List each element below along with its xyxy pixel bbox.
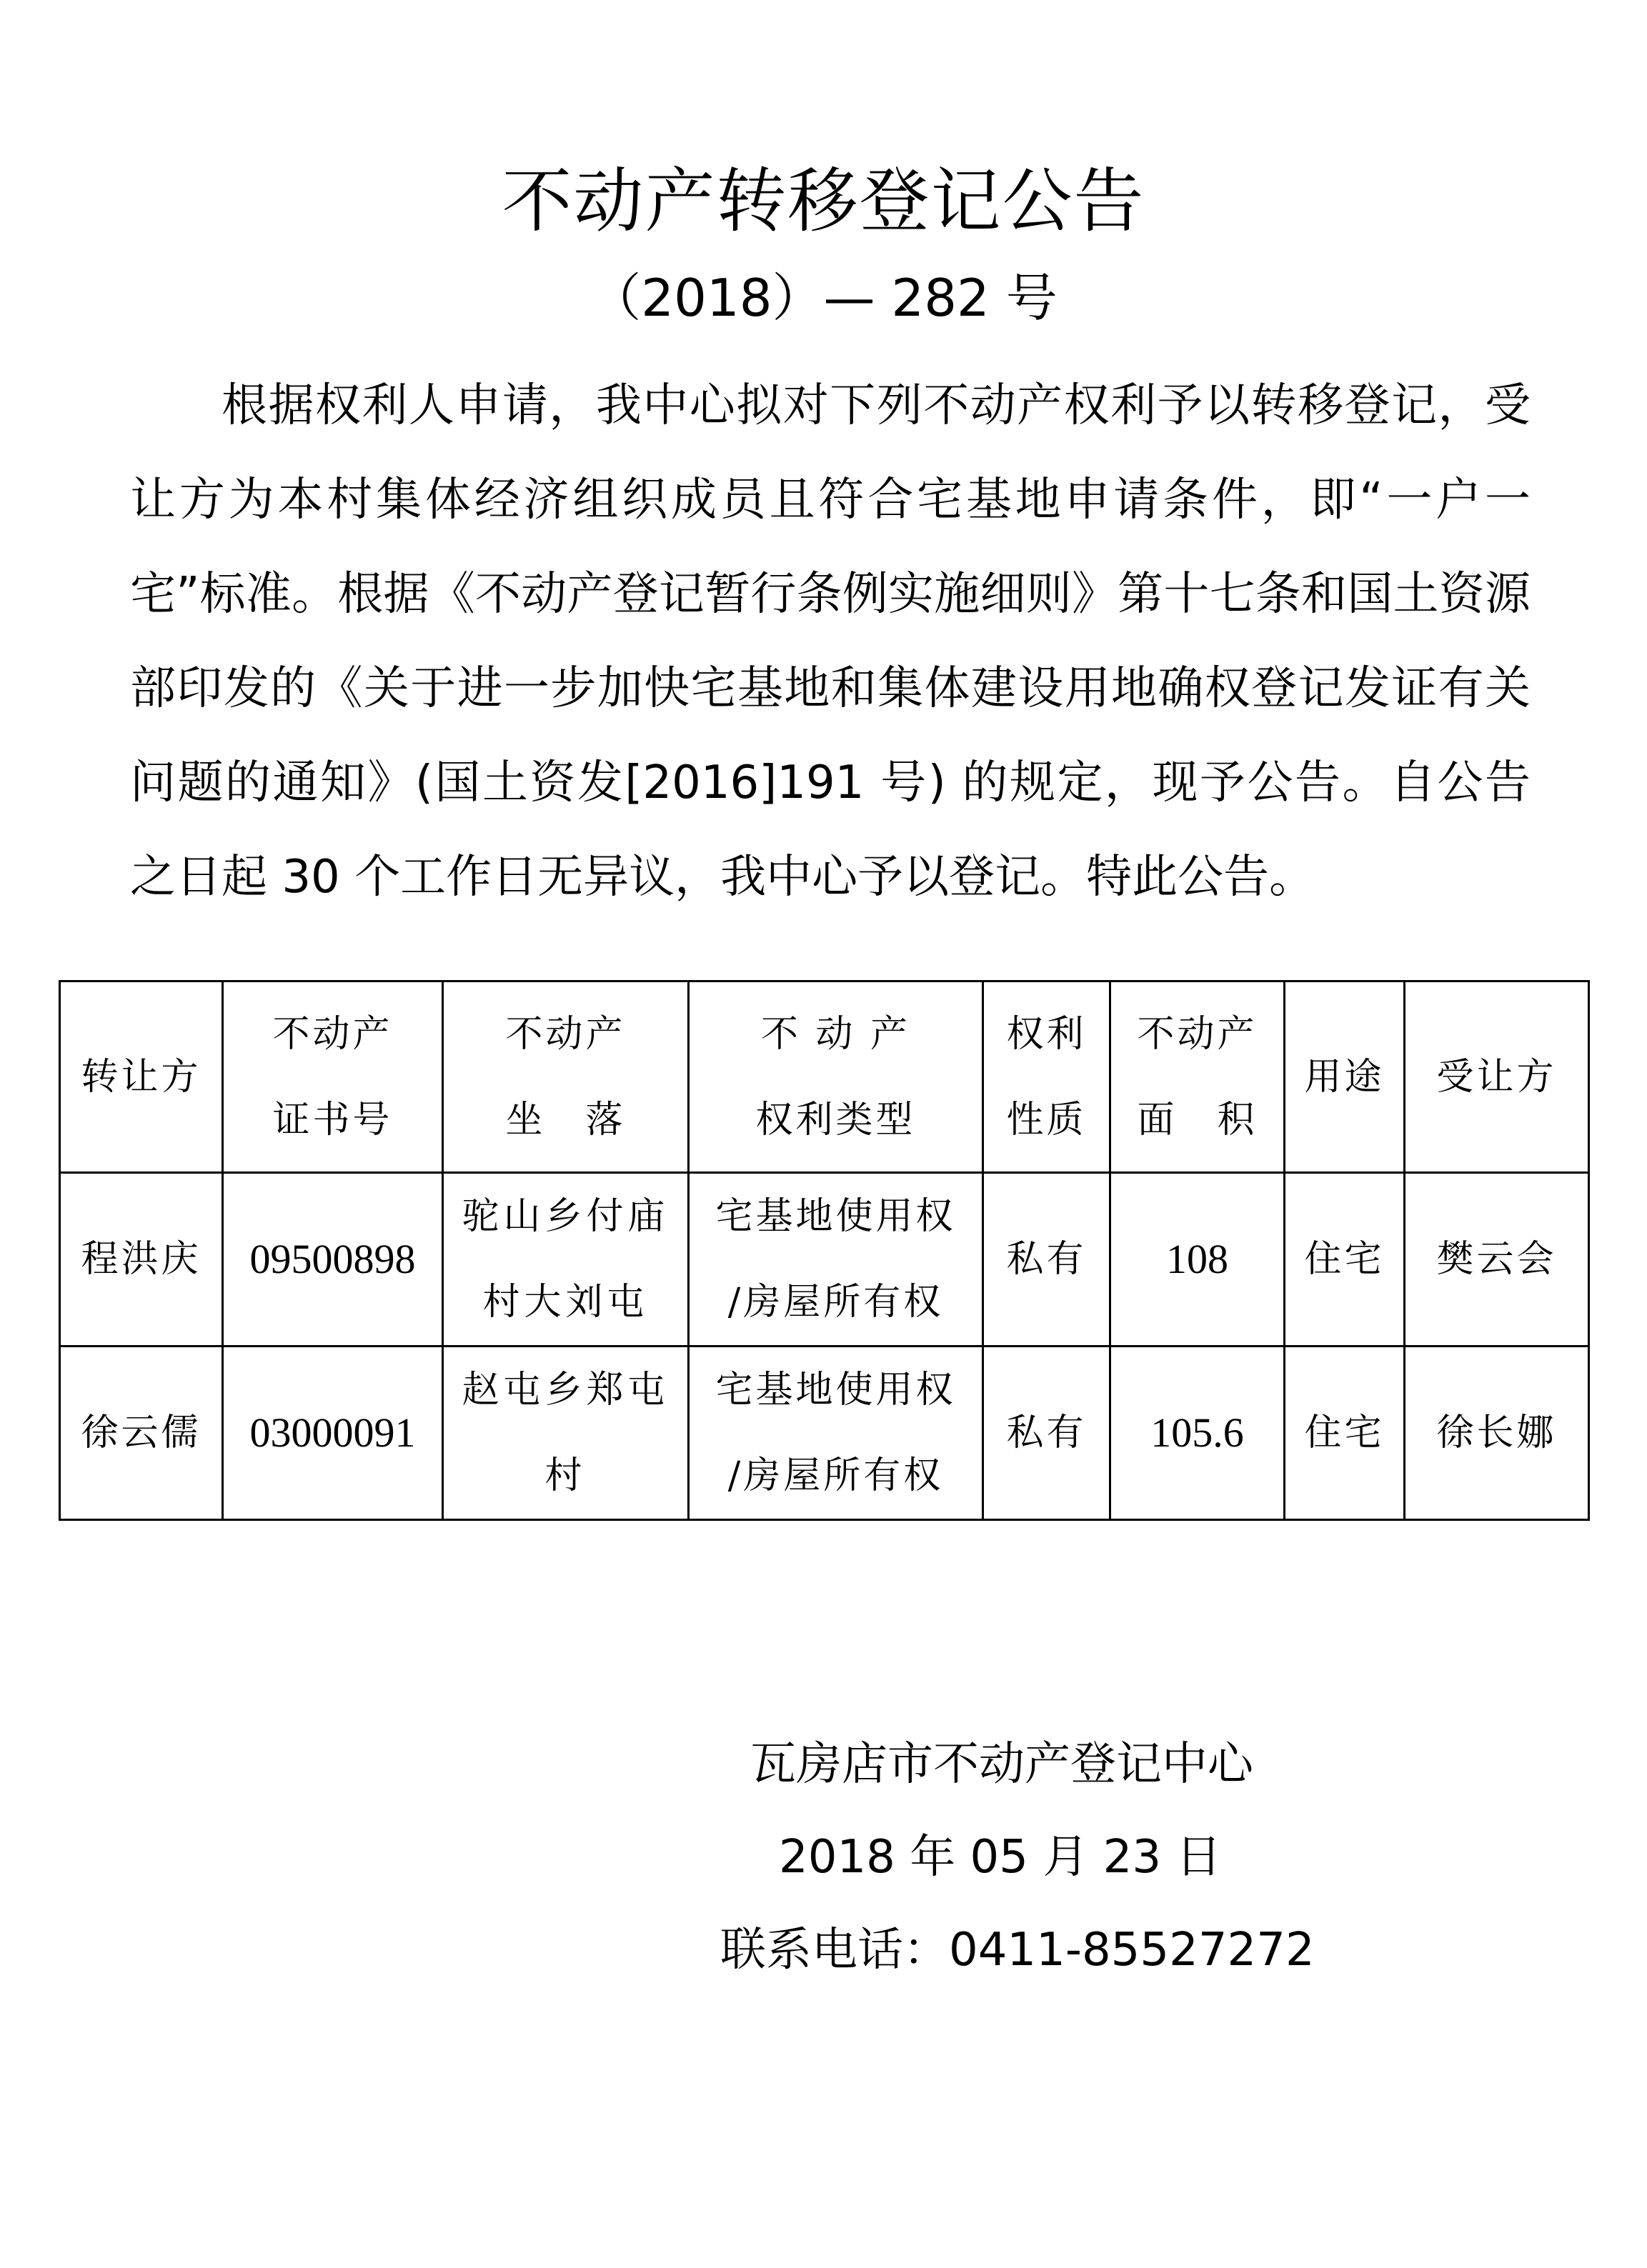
row-area: 108 (1110, 1173, 1285, 1347)
row-right-type-line1: 宅基地使用权 (715, 1369, 956, 1412)
row-nature: 私有 (983, 1347, 1110, 1520)
row-right-type (689, 1347, 983, 1520)
table-row (60, 1173, 1589, 1347)
header-area-line1: 不动产 (1137, 1012, 1258, 1056)
issue-date: 2018 年 05 月 23 日 (779, 1831, 1222, 1884)
table-header-row (60, 981, 1589, 1173)
row-location-line2: 村 (544, 1454, 587, 1497)
contact-phone: 联系电话：0411-85527272 (720, 1924, 1315, 1977)
header-right-type (689, 981, 983, 1173)
header-location-line2: 坐 落 (505, 1098, 626, 1142)
registry-table-container (59, 980, 1588, 1521)
row-area: 105.6 (1110, 1347, 1285, 1520)
header-nature-line1: 权利 (1006, 1012, 1087, 1056)
row-location-line1: 驼山乡付庙 (462, 1195, 670, 1238)
registry-table (59, 980, 1590, 1521)
table-row (60, 1347, 1589, 1520)
row-right-type-line1: 宅基地使用权 (715, 1195, 956, 1238)
header-usage: 用途 (1285, 981, 1405, 1173)
row-certificate: 03000091 (223, 1347, 443, 1520)
row-transferor: 徐云儒 (60, 1347, 223, 1520)
row-location (443, 1347, 689, 1520)
header-nature-line2: 性质 (1006, 1098, 1087, 1142)
header-area (1110, 981, 1285, 1173)
row-usage: 住宅 (1285, 1173, 1405, 1347)
row-transferor: 程洪庆 (60, 1173, 223, 1347)
row-transferee: 樊云会 (1405, 1173, 1589, 1347)
header-nature (983, 981, 1110, 1173)
row-right-type (689, 1173, 983, 1347)
header-certificate-line2: 证书号 (272, 1098, 393, 1142)
notice-number: （2018）— 282 号 (589, 268, 1058, 328)
issuer-name: 瓦房店市不动产登记中心 (750, 1738, 1253, 1791)
header-certificate-line1: 不动产 (272, 1012, 393, 1056)
header-certificate (223, 981, 443, 1173)
row-location-line1: 赵屯乡郑屯 (462, 1369, 670, 1412)
header-transferee: 受让方 (1405, 981, 1589, 1173)
row-transferee: 徐长娜 (1405, 1347, 1589, 1520)
row-location (443, 1173, 689, 1347)
row-right-type-line2: /房屋所有权 (727, 1454, 944, 1497)
header-right-type-line1: 不 动 产 (760, 1012, 911, 1056)
row-certificate: 09500898 (223, 1173, 443, 1347)
header-transferor: 转让方 (60, 981, 223, 1173)
header-right-type-line2: 权利类型 (755, 1098, 916, 1142)
row-nature: 私有 (983, 1173, 1110, 1347)
row-right-type-line2: /房屋所有权 (727, 1281, 944, 1324)
notice-title: 不动产转移登记公告 (502, 161, 1145, 242)
row-location-line2: 村大刘屯 (482, 1281, 649, 1324)
header-location (443, 981, 689, 1173)
row-usage: 住宅 (1285, 1347, 1405, 1520)
header-area-line2: 面 积 (1137, 1098, 1258, 1142)
header-location-line1: 不动产 (505, 1012, 626, 1056)
notice-body: 根据权利人申请，我中心拟对下列不动产权利予以转移登记，受让方为本村集体经济组织成员且符合宅基地申请条件，即“一户一宅”标准。根据《不动产登记暂行条例实施细则》第十七条和国土资源部印发的《关于进一步加快宅基地和集体建设用地确权登记发证有关问题的通知》(国土资发[2016]191 号) 的规定，现予公告。自公告之日起 30 个工作日无异议，我中心予以登记。特此公告。 (130, 379, 1531, 904)
